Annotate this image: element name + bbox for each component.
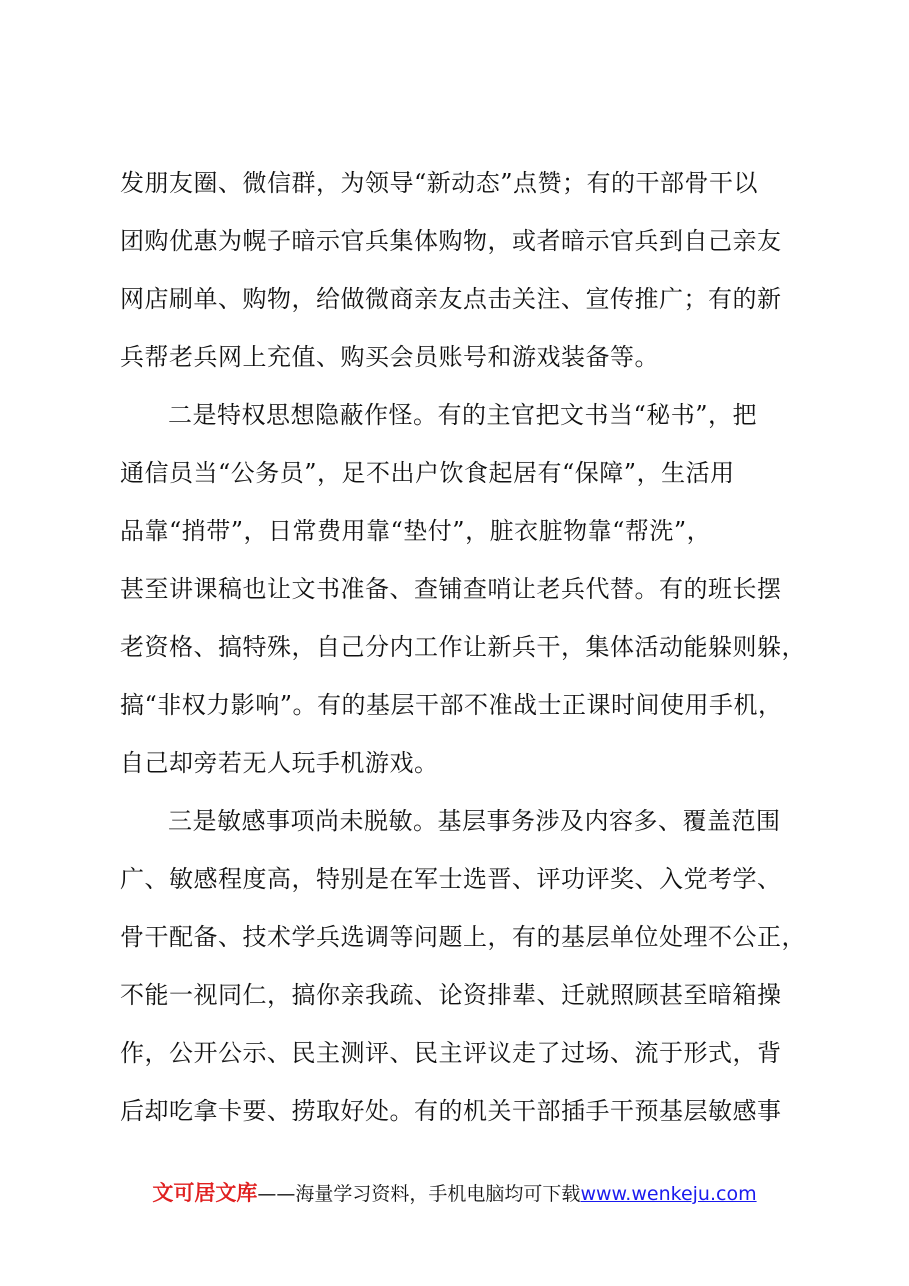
footer-tagline: ——海量学习资料，手机电脑均可下载 bbox=[257, 1183, 581, 1205]
text-line: 团购优惠为幌子暗示官兵集体购物，或者暗示官兵到自己亲友 bbox=[120, 227, 782, 255]
paragraph bbox=[120, 792, 806, 1140]
text-line: 作，公开公示、民主测评、民主评议走了过场、流于形式，背 bbox=[120, 1039, 782, 1067]
text-line: 兵帮老兵网上充值、购买会员账号和游戏装备等。 bbox=[120, 343, 659, 371]
text-line: 通信员当“公务员”，足不出户饮食起居有“保障”，生活用 bbox=[120, 459, 735, 487]
text-line: 搞“非权力影响”。有的基层干部不准战士正课时间使用手机， bbox=[120, 691, 783, 719]
text-line: 自己却旁若无人玩手机游戏。 bbox=[120, 749, 439, 777]
document-body bbox=[120, 154, 806, 1140]
text-line: 三是敏感事项尚未脱敏。基层事务涉及内容多、覆盖范围 bbox=[168, 807, 781, 835]
text-line: 甚至讲课稿也让文书准备、查铺查哨让老兵代替。有的班长摆 bbox=[120, 575, 782, 603]
text-line: 老资格、搞特殊，自己分内工作让新兵干，集体活动能躲则躲， bbox=[120, 633, 806, 661]
brand-name: 文可居文库 bbox=[152, 1181, 258, 1205]
text-line: 不能一视同仁，搞你亲我疏、论资排辈、迁就照顾甚至暗箱操 bbox=[120, 981, 782, 1009]
text-line: 网店刷单、购物，给做微商亲友点击关注、宣传推广；有的新 bbox=[120, 285, 782, 313]
text-line: 发朋友圈、微信群，为领导“新动态”点赞；有的干部骨干以 bbox=[120, 169, 759, 197]
text-line: 品靠“捎带”，日常费用靠“垫付”，脏衣脏物靠“帮洗”， bbox=[120, 517, 712, 545]
text-line: 骨干配备、技术学兵选调等问题上，有的基层单位处理不公正， bbox=[120, 923, 806, 951]
text-line: 广、敏感程度高，特别是在军士选晋、评功评奖、入党考学、 bbox=[120, 865, 782, 893]
text-line: 后却吃拿卡要、捞取好处。有的机关干部插手干预基层敏感事 bbox=[120, 1097, 782, 1125]
text-line: 二是特权思想隐蔽作怪。有的主官把文书当“秘书”，把 bbox=[168, 401, 758, 429]
website-link[interactable]: www.wenkeju.com bbox=[580, 1183, 757, 1205]
page-footer bbox=[0, 1178, 909, 1209]
paragraph bbox=[120, 154, 800, 386]
paragraph bbox=[120, 386, 806, 792]
